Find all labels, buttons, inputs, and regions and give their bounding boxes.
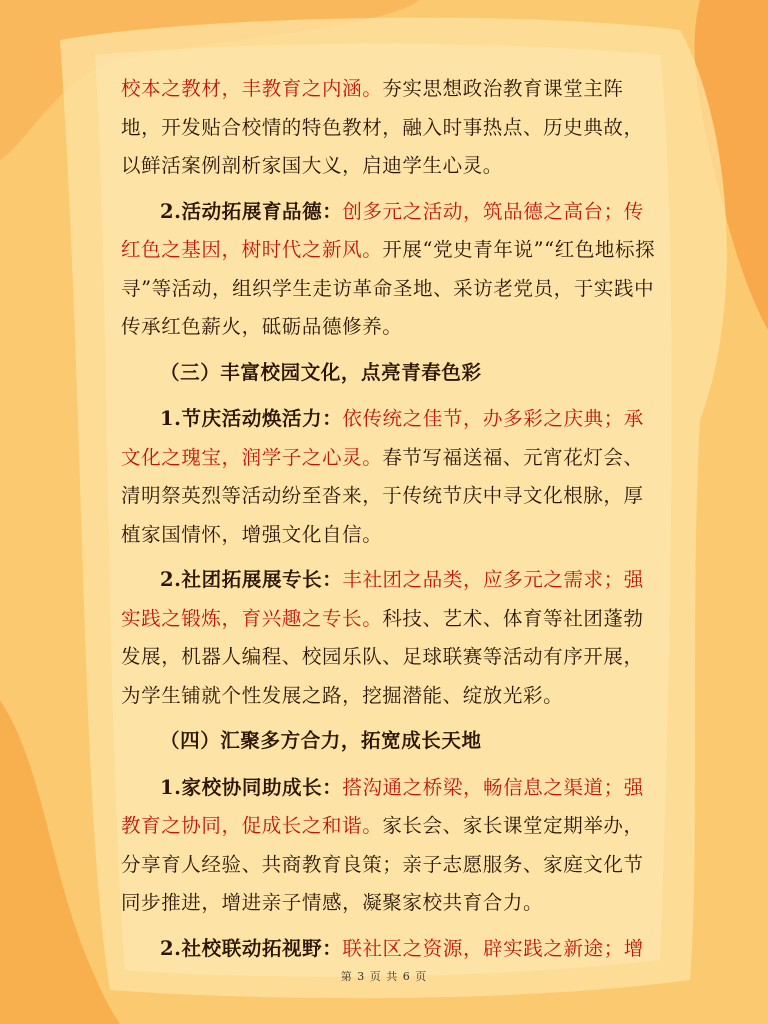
paragraph [121,769,661,923]
paragraph [121,561,661,715]
paragraph-lead: 1.节庆活动焕活力： [160,407,343,430]
paragraph-text: 科技、艺术、体育等社团蓬勃发展，机器人编程、校园乐队、足球联赛等活动有序开展，为学生铺就个性发展之路，挖掘潜能、绽放光彩。 [121,606,644,707]
paragraph-highlight: 创多元之活动，筑品德之高台；传红色之基因，树时代之新风。 [121,199,644,261]
paragraph [121,70,661,186]
page-number: 第 3 页 共 6 页 [340,970,428,983]
paragraph-lead: 2.社校联动拓视野： [160,936,343,960]
paragraph-lead: 1.家校协同助成长： [160,775,343,799]
paragraph-highlight: 搭沟通之桥梁，畅信息之渠道；强教育之协同，促成长之和谐。 [121,775,644,837]
paragraph-highlight: 依传统之佳节，办多彩之庆典；承文化之瑰宝，润学子之心灵。 [121,407,644,469]
paragraph [121,193,661,347]
section-heading: （三）丰富校园文化，点亮青春色彩 [160,360,482,384]
paragraph-highlight: 联社区之资源，辟实践之新途；增 [342,936,644,960]
paragraph-text: 夯实思想政治教育课堂主阵地，开发贴合校情的特色教材，融入时事热点、历史典故，以鲜活案例剖析家国大义，启迪学生心灵。 [121,77,644,177]
paragraph-text: 开展“党史青年说”“红色地标探寻”等活动，组织学生走访革命圣地、采访老党员，于实践中传承红色薪火，砥砺品德修养。 [121,238,656,338]
section-heading: （四）汇聚多方合力，拓宽成长天地 [160,729,482,752]
paragraph-lead: 2.活动拓展育品德： [160,199,343,223]
paragraph-text: 春节写福送福、元宵花灯会、清明祭英烈等活动纷至沓来，于传统节庆中寻文化根脉，厚植家国情怀，增强文化自信。 [121,445,644,546]
paragraph [121,400,661,554]
paragraph [121,930,661,969]
paragraph-lead: 2.社团拓展展专长： [160,568,343,591]
document-body [121,70,661,975]
paragraph-text: 家长会、家长课堂定期举办，分享育人经验、共商教育良策；亲子志愿服务、家庭文化节同步推进，增进亲子情感，凝聚家校共育合力。 [121,814,644,914]
paragraph-highlight: 丰社团之品类，应多元之需求；强实践之锻炼，育兴趣之专长。 [121,568,644,630]
paragraph-highlight: 校本之教材，丰教育之内涵。 [121,77,383,100]
